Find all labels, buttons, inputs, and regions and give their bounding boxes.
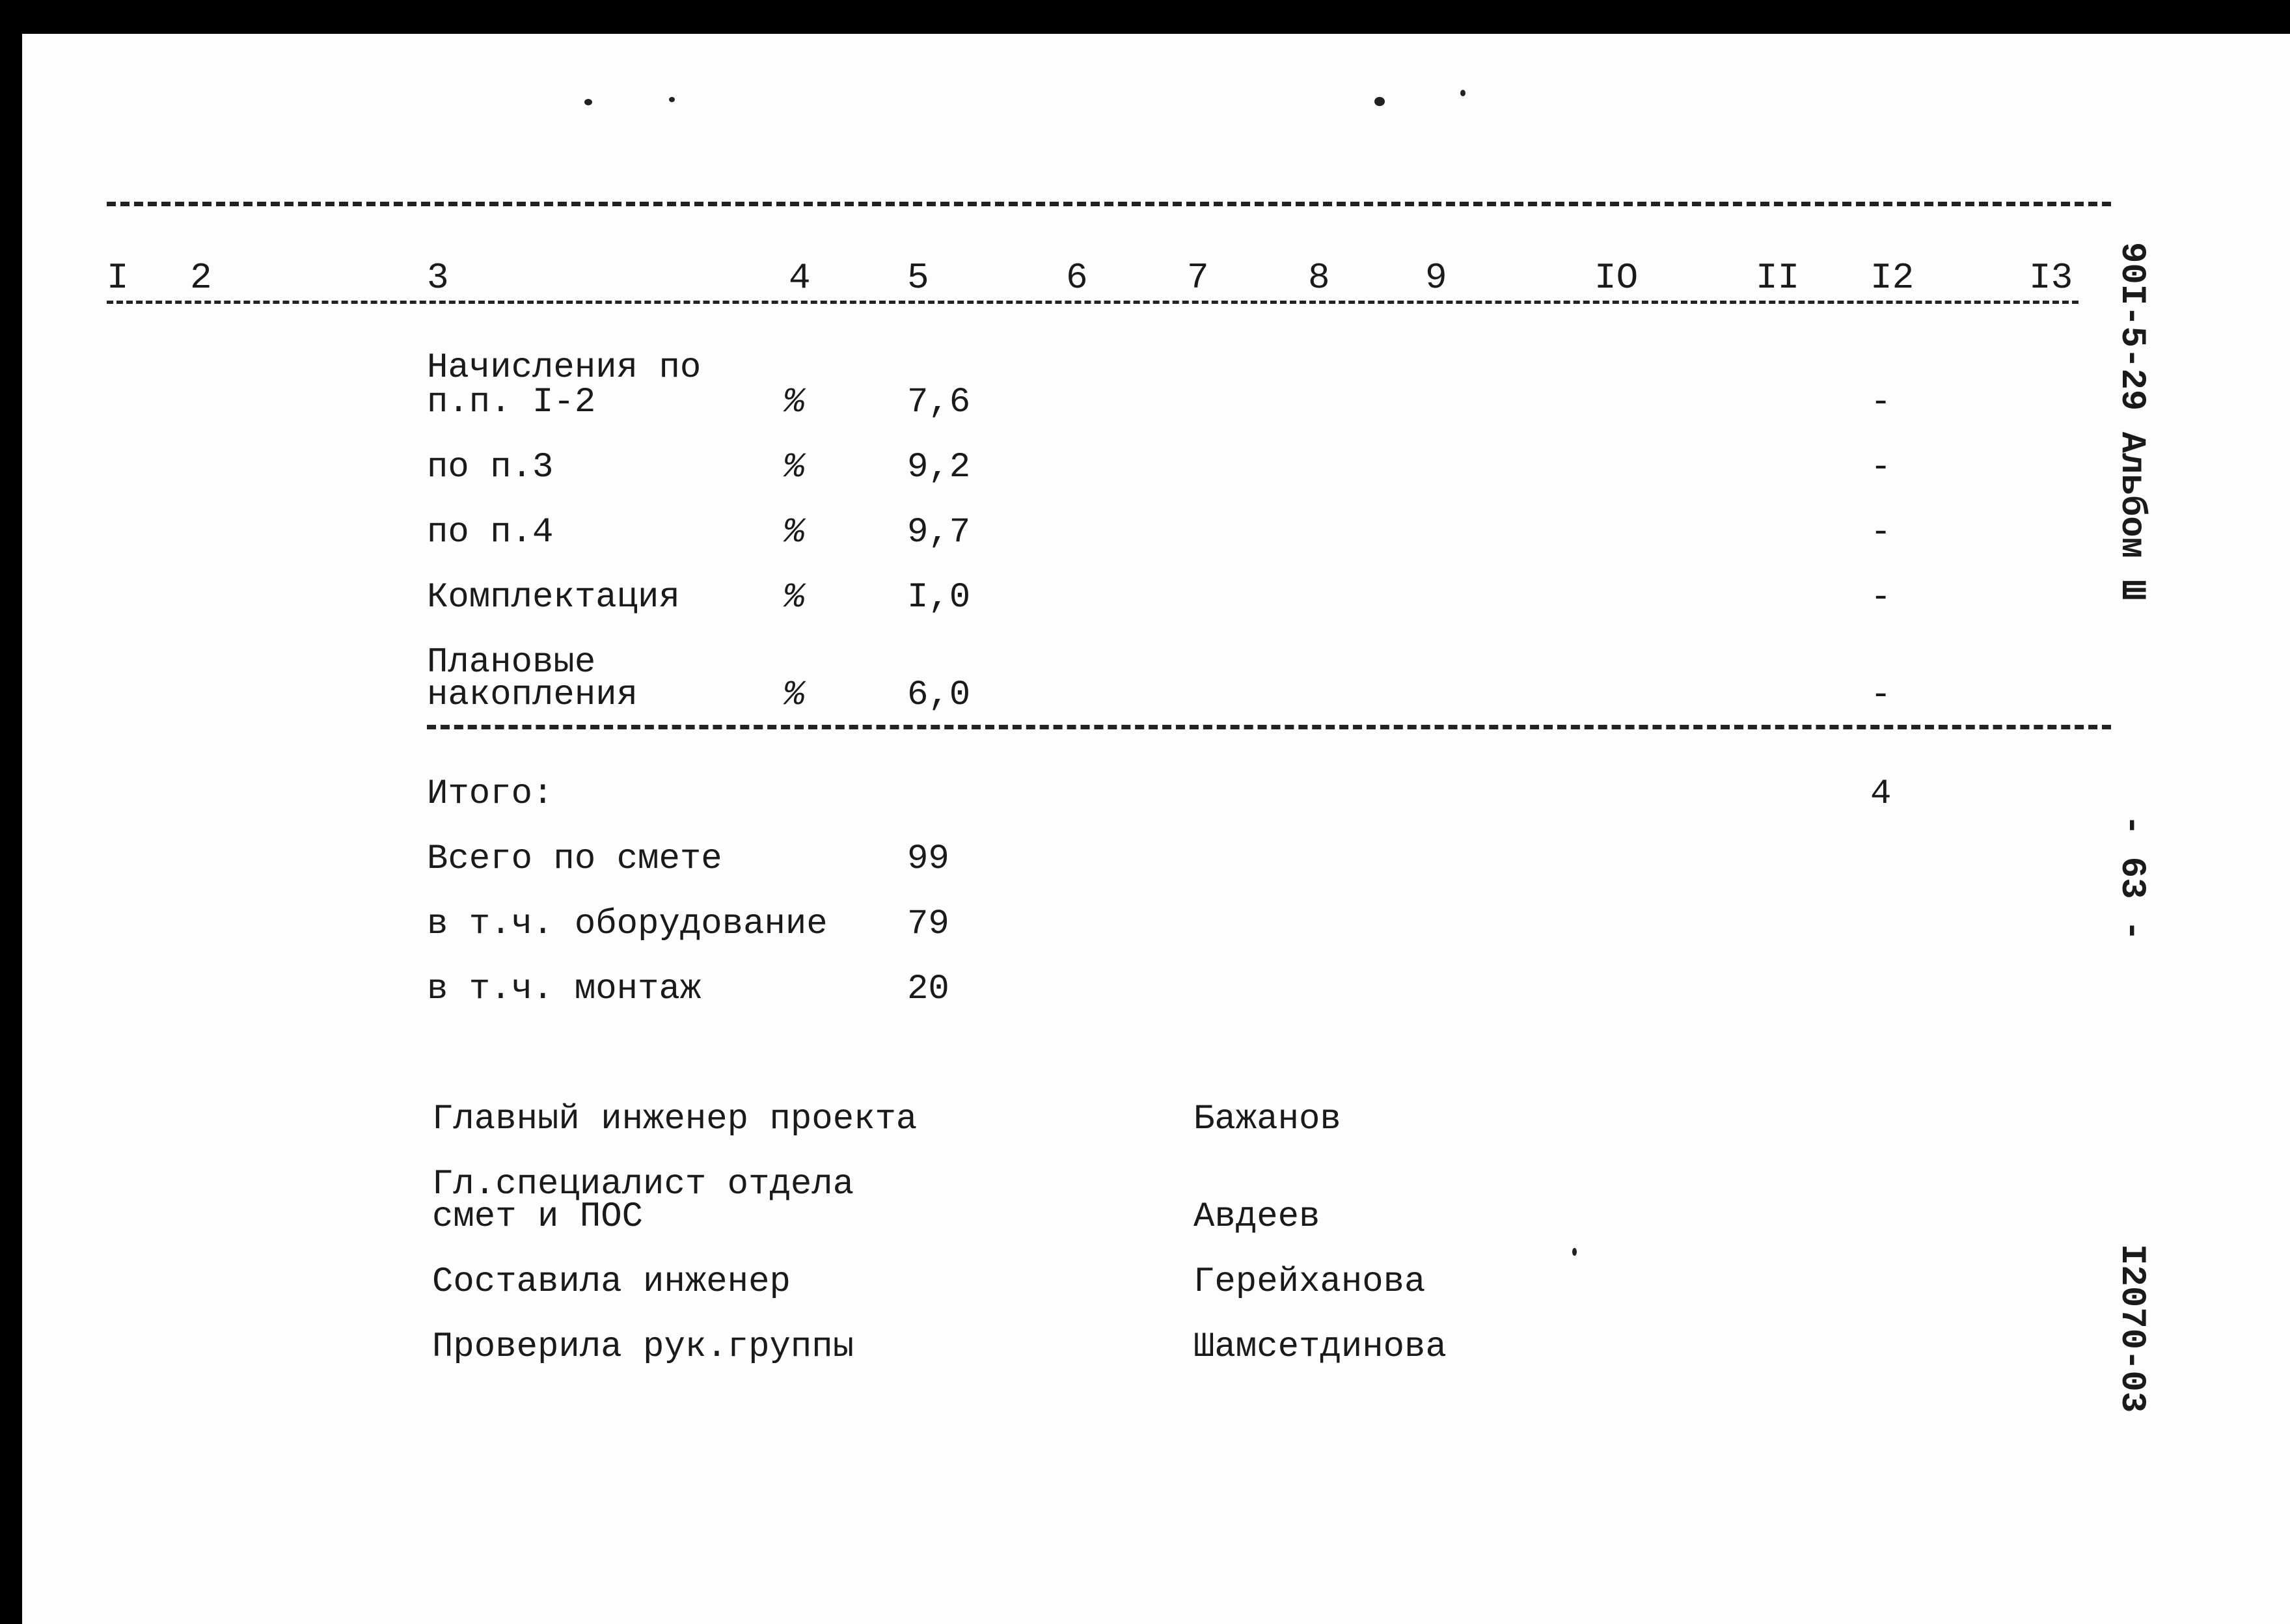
top-dashed-rule (107, 202, 2111, 206)
row-value: 9,7 (907, 513, 971, 552)
signature-role: Проверила рук.группы (432, 1327, 854, 1367)
row-name-cont: накопления (427, 675, 638, 715)
column-number: 3 (427, 257, 449, 299)
signature-role-cont: смет и ПОС (432, 1197, 644, 1237)
total-item-value: 20 (907, 969, 949, 1009)
row-name: по п.4 (427, 513, 554, 552)
row-unit: % (784, 675, 805, 715)
signature-name: Герейханова (1193, 1262, 1426, 1302)
scan-speck (669, 97, 675, 102)
totals-label: Итого: (427, 774, 554, 814)
row-col12: - (1870, 383, 1892, 422)
row-name-cont: п.п. I-2 (427, 383, 596, 422)
row-unit: % (784, 513, 805, 552)
total-item-value: 99 (907, 839, 949, 879)
row-value: 9,2 (907, 448, 971, 487)
signature-role: Главный инженер проекта (432, 1100, 918, 1139)
row-name: Плановые (427, 643, 596, 683)
row-value: 7,6 (907, 383, 971, 422)
column-number: 7 (1187, 257, 1209, 299)
row-col12: - (1870, 448, 1892, 487)
column-number: 9 (1425, 257, 1447, 299)
column-number: I (107, 257, 129, 299)
row-name: Комплектация (427, 578, 680, 617)
column-number: 8 (1308, 257, 1330, 299)
signature-name: Шамсетдинова (1193, 1327, 1447, 1367)
column-number: IO (1594, 257, 1639, 299)
total-item-label: в т.ч. оборудование (427, 904, 828, 944)
row-unit: % (784, 448, 805, 487)
row-col12: - (1870, 675, 1892, 715)
document-code: I2070-03 (2112, 1244, 2151, 1413)
column-number: 2 (190, 257, 212, 299)
row-value: 6,0 (907, 675, 971, 715)
column-number: 5 (907, 257, 929, 299)
total-item-label: Всего по смете (427, 839, 722, 879)
scan-speck (1460, 90, 1465, 96)
header-underline (107, 301, 2079, 304)
column-number: 6 (1066, 257, 1088, 299)
album-label: 90I-5-29 Альбом Ш (2112, 242, 2151, 601)
signature-name: Авдеев (1193, 1197, 1320, 1237)
signature-role: Гл.специалист отдела (432, 1165, 854, 1204)
signature-name: Бажанов (1193, 1100, 1341, 1139)
column-number: 4 (789, 257, 811, 299)
scan-speck (584, 99, 592, 105)
totals-col12: 4 (1870, 774, 1892, 814)
totals-dashed-rule (427, 725, 2111, 729)
row-name: Начисления по (427, 348, 702, 388)
row-unit: % (784, 383, 805, 422)
column-number: I2 (1870, 257, 1915, 299)
total-item-label: в т.ч. монтаж (427, 969, 702, 1009)
signature-role: Составила инженер (432, 1262, 791, 1302)
row-name: по п.3 (427, 448, 554, 487)
row-unit: % (784, 578, 805, 617)
scan-speck (1572, 1248, 1577, 1256)
row-value: I,0 (907, 578, 971, 617)
scan-speck (1374, 97, 1385, 106)
column-number: I3 (2029, 257, 2073, 299)
document-page (22, 34, 2290, 1624)
row-col12: - (1870, 578, 1892, 617)
row-col12: - (1870, 513, 1892, 552)
page-number: - 63 - (2112, 815, 2151, 941)
column-number: II (1756, 257, 1800, 299)
total-item-value: 79 (907, 904, 949, 944)
